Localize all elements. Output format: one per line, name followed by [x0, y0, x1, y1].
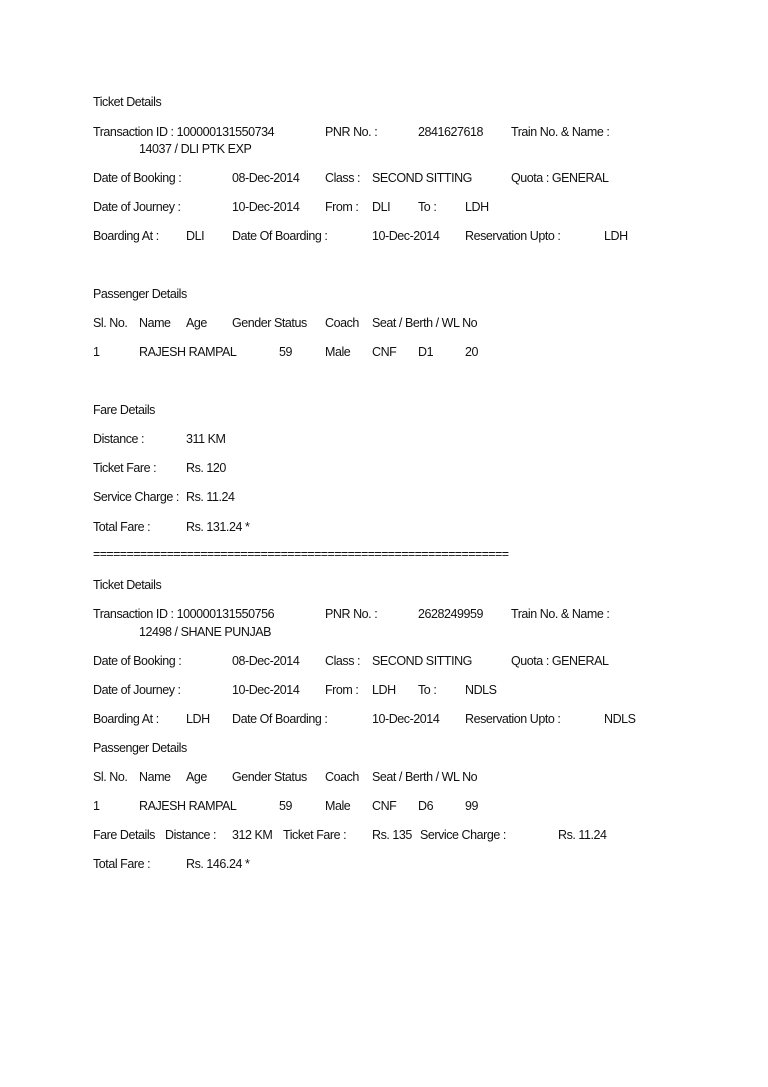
ticket-details-heading: Ticket Details [93, 578, 162, 592]
pnr-value: 2628249959 [418, 607, 484, 621]
passenger-sl: 1 [93, 345, 100, 359]
col-seat: Seat / Berth / WL No [372, 770, 478, 784]
col-coach: Coach [325, 770, 359, 784]
passenger-name: RAJESH RAMPAL [139, 345, 237, 359]
passenger-details-heading: Passenger Details [93, 741, 187, 755]
pnr-label: PNR No. : [325, 125, 378, 139]
ticket-details-heading: Ticket Details [93, 95, 162, 109]
train-label: Train No. & Name : [511, 125, 610, 139]
service-charge-value: Rs. 11.24 [186, 490, 235, 504]
reservation-upto-label: Reservation Upto : [465, 229, 561, 243]
journey-date-label: Date of Journey : [93, 683, 181, 697]
class-label: Class : [325, 654, 361, 668]
passenger-details-heading: Passenger Details [93, 287, 187, 301]
distance-value: 311 KM [186, 432, 226, 446]
to-label: To : [418, 683, 437, 697]
service-charge-label: Service Charge : [93, 490, 179, 504]
distance-label: Distance : [93, 432, 145, 446]
boarding-at-label: Boarding At : [93, 712, 159, 726]
total-fare-value: Rs. 146.24 * [186, 857, 250, 871]
passenger-gender: Male [325, 799, 351, 813]
boarding-date-label: Date Of Boarding : [232, 712, 328, 726]
total-fare-label: Total Fare : [93, 520, 151, 534]
journey-date-value: 10-Dec-2014 [232, 683, 300, 697]
distance-label: Distance : [165, 828, 217, 842]
boarding-date-label: Date Of Boarding : [232, 229, 328, 243]
train-label: Train No. & Name : [511, 607, 610, 621]
boarding-at-label: Boarding At : [93, 229, 159, 243]
train-value: 14037 / DLI PTK EXP [139, 142, 252, 156]
to-value: LDH [465, 200, 489, 214]
reservation-upto-value: NDLS [604, 712, 636, 726]
from-label: From : [325, 683, 359, 697]
class-label: Class : [325, 171, 361, 185]
passenger-age: 59 [279, 345, 293, 359]
quota: Quota : GENERAL [511, 171, 609, 185]
service-charge-label: Service Charge : [420, 828, 506, 842]
col-seat: Seat / Berth / WL No [372, 316, 478, 330]
col-gender-status: Gender Status [232, 770, 307, 784]
reservation-upto-value: LDH [604, 229, 628, 243]
passenger-sl: 1 [93, 799, 100, 813]
journey-date-label: Date of Journey : [93, 200, 181, 214]
transaction-id: Transaction ID : 100000131550734 [93, 125, 275, 139]
boarding-at-value: LDH [186, 712, 210, 726]
passenger-seat: 99 [465, 799, 479, 813]
class-value: SECOND SITTING [372, 654, 472, 668]
col-gender-status: Gender Status [232, 316, 307, 330]
ticket-fare-value: Rs. 120 [186, 461, 226, 475]
distance-value: 312 KM [232, 828, 273, 842]
total-fare-label: Total Fare : [93, 857, 151, 871]
boarding-date-value: 10-Dec-2014 [372, 229, 440, 243]
col-name: Name [139, 770, 171, 784]
col-name: Name [139, 316, 171, 330]
pnr-value: 2841627618 [418, 125, 484, 139]
passenger-coach: D1 [418, 345, 434, 359]
quota: Quota : GENERAL [511, 654, 609, 668]
from-label: From : [325, 200, 359, 214]
boarding-date-value: 10-Dec-2014 [372, 712, 440, 726]
booking-date-value: 08-Dec-2014 [232, 654, 300, 668]
ticket-fare-label: Ticket Fare : [283, 828, 347, 842]
fare-details-heading: Fare Details [93, 828, 155, 842]
to-value: NDLS [465, 683, 497, 697]
reservation-upto-label: Reservation Upto : [465, 712, 561, 726]
ticket-separator: ============================================================== [93, 547, 509, 561]
service-charge-value: Rs. 11.24 [558, 828, 607, 842]
to-label: To : [418, 200, 437, 214]
from-value: LDH [372, 683, 396, 697]
passenger-seat: 20 [465, 345, 479, 359]
booking-date-label: Date of Booking : [93, 171, 182, 185]
passenger-status: CNF [372, 345, 397, 359]
col-coach: Coach [325, 316, 359, 330]
journey-date-value: 10-Dec-2014 [232, 200, 300, 214]
passenger-coach: D6 [418, 799, 434, 813]
train-value: 12498 / SHANE PUNJAB [139, 625, 272, 639]
passenger-name: RAJESH RAMPAL [139, 799, 237, 813]
col-age: Age [186, 770, 207, 784]
class-value: SECOND SITTING [372, 171, 472, 185]
transaction-id: Transaction ID : 100000131550756 [93, 607, 275, 621]
booking-date-value: 08-Dec-2014 [232, 171, 300, 185]
booking-date-label: Date of Booking : [93, 654, 182, 668]
passenger-age: 59 [279, 799, 293, 813]
col-age: Age [186, 316, 207, 330]
total-fare-value: Rs. 131.24 * [186, 520, 250, 534]
fare-details-heading: Fare Details [93, 403, 155, 417]
pnr-label: PNR No. : [325, 607, 378, 621]
passenger-status: CNF [372, 799, 397, 813]
col-sl-no: Sl. No. [93, 770, 128, 784]
from-value: DLI [372, 200, 391, 214]
col-sl-no: Sl. No. [93, 316, 128, 330]
passenger-gender: Male [325, 345, 351, 359]
ticket-fare-value: Rs. 135 [372, 828, 412, 842]
boarding-at-value: DLI [186, 229, 205, 243]
ticket-fare-label: Ticket Fare : [93, 461, 157, 475]
